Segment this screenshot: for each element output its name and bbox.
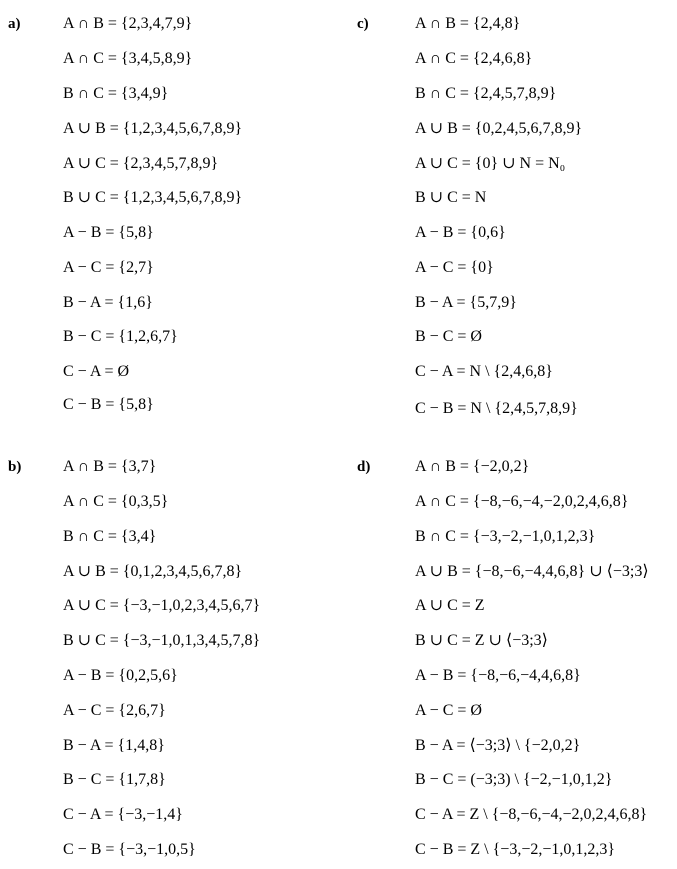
equation: B − A = {1,4,8} bbox=[63, 737, 165, 754]
equation: A ∪ B = {1,2,3,4,5,6,7,8,9} bbox=[63, 120, 243, 137]
equation: A ∩ B = {−2,0,2} bbox=[415, 458, 530, 475]
equation: B ∪ C = N bbox=[415, 189, 487, 206]
equation: A ∩ C = {3,4,5,8,9} bbox=[63, 50, 193, 67]
equation: C − A = Ø bbox=[63, 363, 130, 380]
equation: A − B = {0,6} bbox=[415, 224, 506, 241]
equation: C − B = Z \ {−3,−2,−1,0,1,2,3} bbox=[415, 841, 616, 858]
equation: A − C = {0} bbox=[415, 259, 494, 276]
equation: C − B = N \ {2,4,5,7,8,9} bbox=[415, 400, 578, 417]
equation: B − C = Ø bbox=[415, 328, 482, 345]
equation: A ∩ C = {0,3,5} bbox=[63, 493, 169, 510]
equation: C − A = N \ {2,4,6,8} bbox=[415, 363, 553, 380]
equation: A ∩ B = {2,3,4,7,9} bbox=[63, 15, 193, 32]
equation: C − A = {−3,−1,4} bbox=[63, 806, 183, 823]
equation: A ∪ B = {0,1,2,3,4,5,6,7,8} bbox=[63, 563, 243, 580]
equation: B ∩ C = {2,4,5,7,8,9} bbox=[415, 85, 557, 102]
equation: B − A = ⟨−3;3⟩ \ {−2,0,2} bbox=[415, 737, 581, 754]
equation: A − B = {5,8} bbox=[63, 224, 154, 241]
equation: A ∪ B = {0,2,4,5,6,7,8,9} bbox=[415, 120, 583, 137]
equation: A − C = Ø bbox=[415, 702, 482, 719]
equation: A − C = {2,7} bbox=[63, 259, 154, 276]
equation: A ∪ C = {0} ∪ N = N₀ bbox=[415, 155, 566, 172]
equation: A ∪ C = Z bbox=[415, 597, 485, 614]
equation: B − C = {1,2,6,7} bbox=[63, 328, 178, 345]
equation: B − A = {5,7,9} bbox=[415, 294, 517, 311]
equation: A ∩ B = {2,4,8} bbox=[415, 15, 521, 32]
equation: C − B = {5,8} bbox=[63, 396, 154, 413]
part-label: a) bbox=[8, 16, 21, 32]
equation: B ∪ C = Z ∪ ⟨−3;3⟩ bbox=[415, 632, 548, 649]
equation: B ∩ C = {3,4} bbox=[63, 528, 157, 545]
part-label: c) bbox=[357, 16, 369, 32]
part-label: b) bbox=[8, 459, 22, 475]
equation: C − A = Z \ {−8,−6,−4,−2,0,2,4,6,8} bbox=[415, 806, 648, 823]
equation: A ∪ B = {−8,−6,−4,4,6,8} ∪ ⟨−3;3⟩ bbox=[415, 563, 649, 580]
equation: A ∩ C = {2,4,6,8} bbox=[415, 50, 533, 67]
equation: A ∩ C = {−8,−6,−4,−2,0,2,4,6,8} bbox=[415, 493, 629, 510]
equation: A − B = {0,2,5,6} bbox=[63, 667, 178, 684]
equation: B ∩ C = {3,4,9} bbox=[63, 85, 169, 102]
equation: B ∪ C = {1,2,3,4,5,6,7,8,9} bbox=[63, 189, 243, 206]
equation: B − A = {1,6} bbox=[63, 294, 153, 311]
equation: A ∪ C = {−3,−1,0,2,3,4,5,6,7} bbox=[63, 597, 261, 614]
part-label: d) bbox=[357, 459, 371, 475]
equation: A − B = {−8,−6,−4,4,6,8} bbox=[415, 667, 581, 684]
equation: A ∩ B = {3,7} bbox=[63, 458, 157, 475]
equation: B ∪ C = {−3,−1,0,1,3,4,5,7,8} bbox=[63, 632, 261, 649]
equation: A ∪ C = {2,3,4,5,7,8,9} bbox=[63, 155, 219, 172]
equation: A − C = {2,6,7} bbox=[63, 702, 166, 719]
equation: B ∩ C = {−3,−2,−1,0,1,2,3} bbox=[415, 528, 596, 545]
equation: B − C = (−3;3) \ {−2,−1,0,1,2} bbox=[415, 771, 613, 788]
equation: C − B = {−3,−1,0,5} bbox=[63, 841, 196, 858]
equation: B − C = {1,7,8} bbox=[63, 771, 166, 788]
